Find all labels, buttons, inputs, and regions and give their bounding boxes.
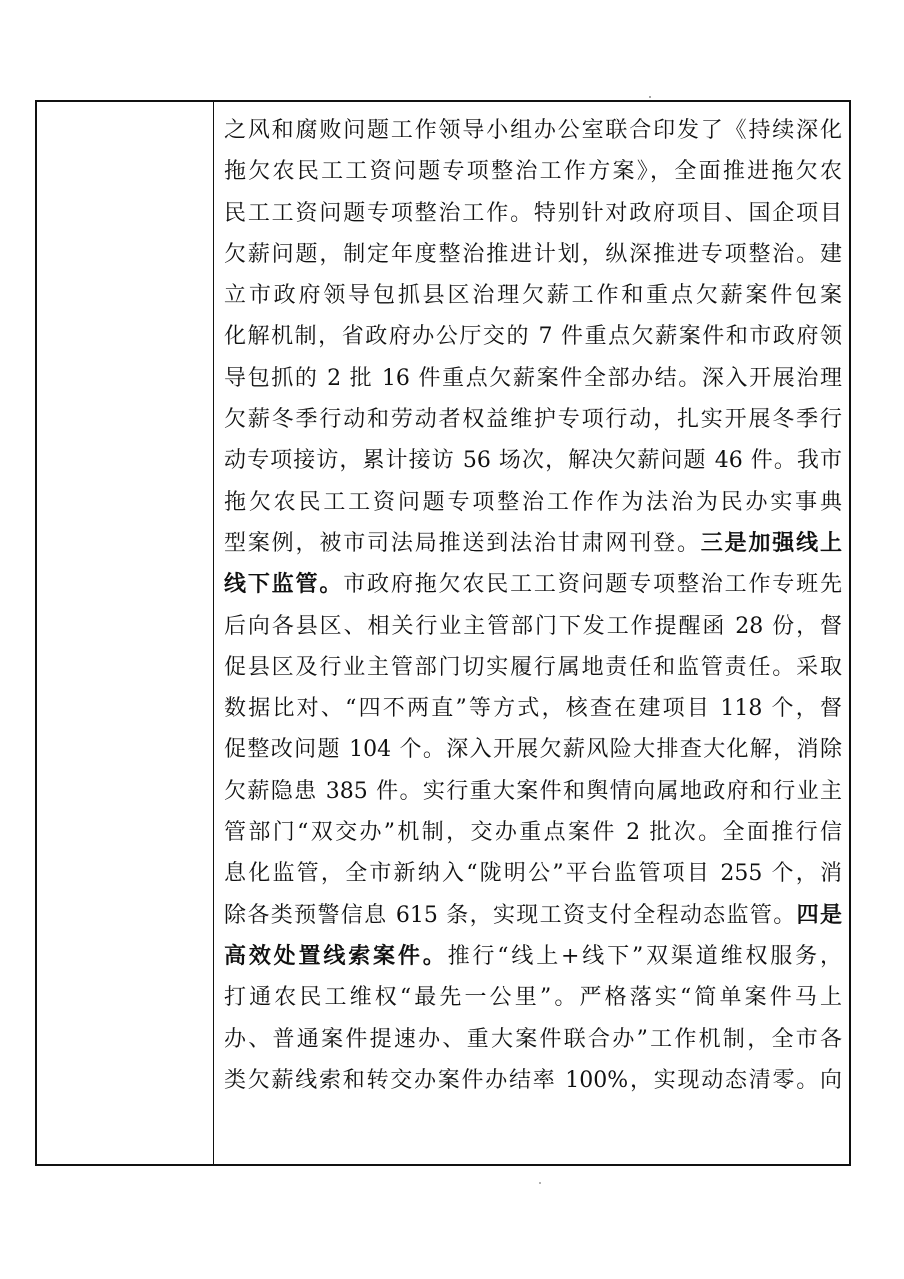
text-run: 导包抓的 2 批 16 件重点欠薪案件全部办结。深入开展治理 [224, 365, 842, 391]
table-left-column [37, 102, 214, 1164]
text-line [224, 399, 842, 440]
scan-speck [649, 96, 651, 98]
text-run: 打通农民工维权“最先一公里”。严格落实“简单案件马上 [224, 985, 842, 1011]
text-run: 动专项接访，累计接访 56 场次，解决欠薪问题 46 件。我市 [224, 448, 842, 474]
text-run: 拖欠农民工工资问题专项整治工作方案》，全面推进拖欠农 [224, 159, 842, 185]
text-line [224, 812, 842, 853]
text-run: 除各类预警信息 615 条，实现工资支付全程动态监管。 [224, 902, 797, 928]
text-line [224, 606, 842, 647]
bold-heading-run: 四是 [796, 901, 842, 928]
text-line [224, 193, 842, 234]
text-run: 办、普通案件提速办、重大案件联合办”工作机制，全市各 [224, 1026, 842, 1052]
text-line [224, 358, 842, 399]
text-run: 后向各县区、相关行业主管部门下发工作提醒函 28 份，督 [224, 613, 842, 639]
text-run: 促整改问题 104 个。深入开展欠薪风险大排查大化解，消除 [224, 737, 842, 763]
text-line [224, 564, 842, 605]
text-line [224, 316, 842, 357]
text-line [224, 729, 842, 770]
text-line [224, 482, 842, 523]
text-run: 欠薪冬季行动和劳动者权益维护专项行动，扎实开展冬季行 [224, 407, 842, 433]
text-line [224, 1019, 842, 1060]
table-right-column-text [224, 110, 842, 1150]
text-run: 拖欠农民工工资问题专项整治工作作为法治为民办实事典 [224, 489, 842, 515]
text-line [224, 936, 842, 977]
bold-heading-run: 三是加强线上 [700, 529, 842, 556]
text-run: 之风和腐败问题工作领导小组办公室联合印发了《持续深化 [224, 118, 842, 143]
text-line [224, 977, 842, 1018]
text-line [224, 853, 842, 894]
text-line [224, 523, 842, 564]
text-run: 型案例，被市司法局推送到法治甘肃网刊登。 [224, 530, 701, 556]
text-line [224, 771, 842, 812]
scan-speck [539, 1182, 541, 1184]
text-run: 促县区及行业主管部门切实履行属地责任和监管责任。采取 [224, 654, 842, 680]
text-run: 数据比对、“四不两直”等方式，核查在建项目 118 个，督 [224, 696, 842, 722]
bold-heading-run: 高效处置线索案件。 [224, 942, 448, 969]
text-run: 类欠薪线索和转交办案件办结率 100%，实现动态清零。向 [224, 1067, 842, 1093]
text-line [224, 110, 842, 151]
bold-heading-run: 线下监管。 [224, 571, 344, 598]
text-run: 民工工资问题专项整治工作。特别针对政府项目、国企项目 [224, 200, 842, 226]
text-line [224, 895, 842, 936]
text-line [224, 647, 842, 688]
text-line [224, 151, 842, 192]
table-frame [35, 100, 851, 1166]
text-line [224, 1060, 842, 1101]
text-line [224, 275, 842, 316]
text-run: 管部门“双交办”机制，交办重点案件 2 批次。全面推行信 [224, 820, 842, 846]
text-line [224, 234, 842, 275]
text-run: 化解机制，省政府办公厅交的 7 件重点欠薪案件和市政府领 [224, 324, 842, 350]
text-run: 欠薪隐患 385 件。实行重大案件和舆情向属地政府和行业主 [224, 778, 842, 804]
text-line [224, 688, 842, 729]
text-run: 欠薪问题，制定年度整治推进计划，纵深推进专项整治。建 [224, 241, 842, 267]
text-run: 推行“线上+线下”双渠道维权服务， [447, 943, 842, 969]
text-line [224, 440, 842, 481]
text-run: 立市政府领导包抓县区治理欠薪工作和重点欠薪案件包案 [224, 283, 842, 309]
text-run: 息化监管，全市新纳入“陇明公”平台监管项目 255 个，消 [224, 861, 842, 887]
text-run: 市政府拖欠农民工工资问题专项整治工作专班先 [343, 572, 842, 598]
